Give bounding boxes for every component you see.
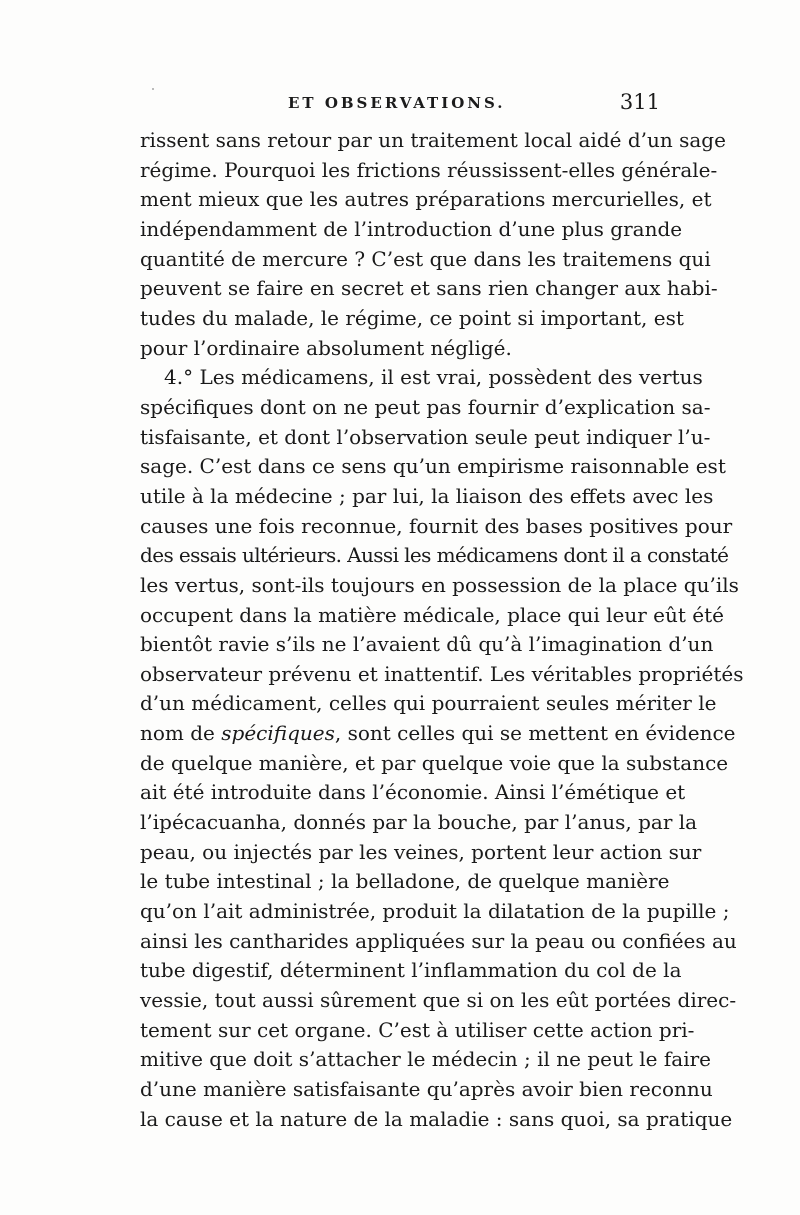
text-line: d’un médicament, celles qui pourraient seules mériter le <box>140 691 717 716</box>
text-line: peau, ou injectés par les veines, portent leur action sur <box>140 839 702 864</box>
text-line: indépendamment de l’introduction d’une plus grande <box>140 216 683 241</box>
text-line: d’une manière satisfaisante qu’après avoir bien reconnu <box>140 1077 713 1101</box>
text-line: spécifiques dont on ne peut pas fournir d’explication sa- <box>140 394 711 419</box>
text-line: vessie, tout aussi sûrement que si on les eût portées direc- <box>140 988 737 1013</box>
running-title: ET OBSERVATIONS. <box>288 94 506 112</box>
text-line: sage. C’est dans ce sens qu’un empirisme raisonnable est <box>140 454 726 479</box>
page-number: 311 <box>619 90 660 114</box>
text-line: peuvent se faire en secret et sans rien changer aux habi- <box>140 276 718 301</box>
text-line: quantité de mercure ? C’est que dans les traitemens qui <box>140 246 711 271</box>
text-line: tisfaisante, et dont l’observation seule peut indiquer l’u- <box>140 424 711 449</box>
text-line: observateur prévenu et inattentif. Les véritables propriétés <box>140 661 744 686</box>
text-line-with-italic: nom de spécifiques, sont celles qui se mettent en évidence <box>140 721 736 746</box>
text-line: bientôt ravie s’ils ne l’avaient dû qu’à l’imagination d’un <box>140 632 714 657</box>
text-line: le tube intestinal ; la belladone, de quelque manière <box>140 869 670 894</box>
text-line: causes une fois reconnue, fournit des bases positives pour <box>140 513 733 538</box>
text-line: rissent sans retour par un traitement local aidé d’un sage <box>140 128 726 152</box>
text-line: occupent dans la matière médicale, place qui leur eût été <box>140 602 724 627</box>
text-line: de quelque manière, et par quelque voie que la substance <box>140 750 729 775</box>
paragraph-start-line: 4.° Les médicamens, il est vrai, possèdent des vertus <box>164 365 703 390</box>
text-line: ait été introduite dans l’économie. Ainsi l’émétique et <box>140 780 686 805</box>
text-line: tube digestif, déterminent l’inflammation du col de la <box>140 958 682 983</box>
paragraph-end-line: pour l’ordinaire absolument négligé. <box>140 335 512 360</box>
text-line: l’ipécacuanha, donnés par la bouche, par l’anus, par la <box>140 810 698 835</box>
italic-term: spécifiques <box>221 721 335 746</box>
running-head <box>140 88 660 124</box>
text-line: la cause et la nature de la maladie : sans quoi, sa pratique <box>140 1106 733 1131</box>
text-line: régime. Pourquoi les frictions réussissent-elles générale- <box>140 157 718 182</box>
text-line: mitive que doit s’attacher le médecin ; il ne peut le faire <box>140 1047 711 1072</box>
text-line: utile à la médecine ; par lui, la liaison des effets avec les <box>140 483 714 508</box>
text-line: qu’on l’ait administrée, produit la dilatation de la pupille ; <box>140 899 730 924</box>
text-line: des essais ultérieurs. Aussi les médicamens dont il a constaté <box>140 543 729 568</box>
body-text <box>140 126 744 1134</box>
text-line: les vertus, sont-ils toujours en possession de la place qu’ils <box>140 572 739 597</box>
text-line: ainsi les cantharides appliquées sur la peau ou confiées au <box>140 928 737 953</box>
text-line: tement sur cet organe. C’est à utiliser cette action pri- <box>140 1017 695 1042</box>
text-line: ment mieux que les autres préparations mercurielles, et <box>140 187 712 212</box>
text-line: tudes du malade, le régime, ce point si important, est <box>140 305 684 330</box>
